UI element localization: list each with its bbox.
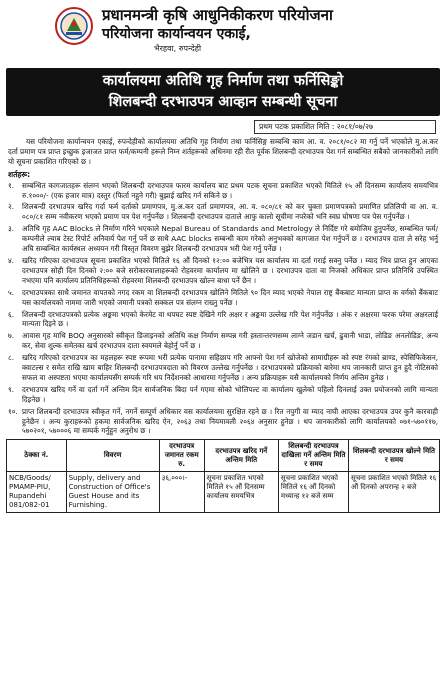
header-purchase-deadline: दरभाउपत्र खरिद गर्ने अन्तिम मिति xyxy=(204,440,278,472)
condition-item xyxy=(8,310,438,330)
conditions-list xyxy=(6,181,440,437)
condition-number: ६. xyxy=(8,309,15,319)
condition-text: शिलबन्दी दरभाउपत्र खरिद गर्दा फर्म दर्ताको प्रमाणपत्र, मु.अ.कर दर्ता प्रमाणपत्र, आ. व. ०८०/८१ को कर चुक्ता प्रमाणपत्रको प्रमाणित प्रतिलिपी वा आ. व. ०८०/८१ सम्म नवीकरण भएको प्रमाण पत्र पेश गर्नुपर्नेछ । शिलबन्दी दरभाउपत्र दाताले आफु कालो सूचीमा नपरेको भनि स्वघ्र घोषणा पत्र पेस गर्नुपर्नेछ । xyxy=(22,202,438,222)
condition-item xyxy=(8,202,438,222)
condition-number: ३. xyxy=(8,224,15,234)
notice-title-line1: कार्यालयमा अतिथि गृह निर्माण तथा फर्निसिङ्को xyxy=(102,73,344,89)
header-amount: दरभाउपत्र जमानत रकम रु. xyxy=(159,440,204,472)
condition-number: ४. xyxy=(8,255,15,265)
condition-item xyxy=(8,407,438,437)
header-opening-time: शिलबन्दी दरभाउपत्र खोल्ने मिति र समय xyxy=(348,440,439,472)
condition-item xyxy=(8,181,438,201)
nepal-emblem-icon xyxy=(54,6,94,46)
condition-number: ८. xyxy=(8,353,15,363)
notice-body xyxy=(6,137,440,436)
location: भैरहवा, रुपन्देही xyxy=(154,44,202,53)
condition-item xyxy=(8,353,438,383)
condition-text: सम्बन्धित कागजातहरू संलग्न भएको शिलबन्दी दरभाउपत्र फारम कार्यालय बाट प्रथम पटक सूचना प्रकाशित भएको मितिले १५ औं दिनसम्म कार्यालय समयभित्र रु.१०००/- (एक हजार मात्र) दस्तुर (फिर्ता नहुने गरी) बुझाई खरिद गर्न सकिने छ । xyxy=(22,180,438,200)
header-contract-no: ठेक्का नं. xyxy=(7,440,67,472)
condition-number: ९. xyxy=(8,384,15,394)
condition-number: २. xyxy=(8,202,15,212)
condition-number: ५. xyxy=(8,287,15,297)
intro-paragraph: यस परियोजना कार्यान्वयन एकाई, रुपन्देहीको कार्यालयमा अतिथि गृह निर्माण तथा फर्निसिङ्ग सम्बन्धि काम आ. व. २०८१/०८२ मा गर्नु पर्ने भएकोले मु.अ.कर दर्ता प्रमाण पत्र प्राप्त इच्छुक इजाजत प्राप्त फर्म/कम्पनी हरूले निम्न शर्तहरूको अधिनमा रही रीत पूर्वक शिलबन्दी दरभाउपत्र पेश गर्न सम्बन्धित सबैको जानकारीको लागि यो सूचना प्रकाशित गरिएको छ । xyxy=(8,137,438,166)
condition-item xyxy=(8,256,438,286)
condition-item xyxy=(8,385,438,405)
condition-text: अतिथि गृह AAC Blocks ले निर्माण गरिने भएकाले Nepal Bureau of Standards and Metrology ले निर्दिष्ट गरे बमोजिम हुनुपर्नेछ, सम्बन्धित फर्म/कम्पनीले ल्याब टेस्ट रिपोर्ट अनिवार्य पेश गर्नु पर्ने छ साथै AAC blocks सम्बन्धी काम गरेको अनुभवको कागजात पेश गर्नुपर्ने छ । दरभाउपत्र दाता ले सरेह भर्नु अघि सम्बन्धित कार्यस्थल अध्ययन गरी विस्तृत विवरण बुझेर शिलबन्दी दरभाउपत्र भरी पेश गर्नु पर्नेछ । xyxy=(22,224,438,254)
header-description: विवरण xyxy=(66,440,159,472)
publication-date: प्रथम पटक प्रकाशित मिति : २०८१/०७/२७ xyxy=(254,120,436,134)
condition-text: प्राप्त शिलबन्दी दरभाउपत्र स्वीकृत गर्ने, नगर्ने सम्पूर्ण अधिकार यस कार्यालयमा सुरक्षित रहने छ । रित नपुगी वा म्याद नाघी आएका दरभाउपत्र उपर कुनै कारवाही हुनेछैन । अन्य कुराहरूको हकमा सार्वजनिक खरिद ऐन, २०६३ तथा नियमावली २०६४ अनुसार हुनेछ । थप जानकारीको लागि कार्यालयको ०७१-५७०११७, ५७०२०१, ५७०००६ मा सम्पर्क गर्नुहुन अनुरोध छ । xyxy=(22,406,438,436)
cell-submission-deadline: सूचना प्रकाशित भएको मितिले १६ औं दिनको मध्यान्ह १२ बजे सम्म xyxy=(278,472,348,513)
conditions-title: शर्तहरू: xyxy=(8,169,31,179)
condition-number: ७. xyxy=(8,331,15,341)
condition-item xyxy=(8,331,438,351)
unit-name: परियोजना कार्यान्वयन एकाई, xyxy=(102,26,251,42)
tender-table xyxy=(6,439,440,513)
condition-text: खरिद गरिएका दरभाउपत्र सूचना प्रकाशित भएको मितिले १६ औं दिनको १२:०० बजेभित्र यस कार्यालय मा दर्ता गराई सक्नु पर्नेछ । म्याद भित्र प्राप्त हुन आएका दरभाउपत्र सोही दिन दिनको २:०० बजे सरोकारवालाहरूको रोहवरमा कार्यालय मा खोलिने छ । दरभाउपत्र दाता वा निजको अधिकार प्राप्त प्रतिनिधि उपस्थित नभएमा पनि कार्यालय प्रतिनिधिहरूको रोहवरमा शिलबन्दी दरभाउपत्र खोल्न बाधा पर्ने छैन । xyxy=(22,255,438,285)
condition-text: शिलबन्दी दरभाउपत्रको प्रत्येक अङ्कमा भएको केरमेट वा थपघट स्पष्ट देखिने गरि अक्षर र अङ्कमा उल्लेख गरि पेश गर्नुपर्नेछ । अंक र अक्षरमा फरक परेमा अक्षरलाई मान्यता दिइने छ । xyxy=(22,309,438,329)
cell-opening-time: सूचना प्रकाशित भएको मितिले १६ औं दिनको अपरान्ह २ बजे xyxy=(348,472,439,513)
notice-title-banner xyxy=(6,68,440,116)
condition-text: खरिद गरिएको दरभाउपत्र का महलहरू स्पष्ट रूपमा भरी प्रत्येक पानामा सहिछाप गरि आफ्नो पेश गर्न खोजेको सामाग्रीहरू को स्पष्ट रंगको ब्राण्ड, स्पेसिफिकेसन, क्वाटल्स र समेत राखि खाम बाहिर शिलबन्दी दरभाउपत्रदाता को विवरण उल्लेख गर्नुपर्नेछ । दरभाउपत्रको प्रक्रियाको बारेमा थप जानकारी प्राप्त हुन हुदै नोटिसको सफल वा अस्पष्टता भएमा कार्यालयसँग सम्पर्क गरि थप निर्देशनको आधारमा गर्नुपर्नेछ । अन्य प्रक्रियाहरू यसै कार्यालयको निर्णय अन्तिम हुनेछ । xyxy=(22,353,438,382)
condition-text: दरभाउपत्रका साथै जमानत वापतको नगद रकम वा शिलबन्दी दरभाउपत्र खोलिने मितिले ९० दिन म्याद भएको नेपाल राष्ट्र बैंकबाट मान्यता प्राप्त क वर्गको बैंकबाट यस कार्यालयको नाममा जारी भएको जमानी पत्रको सक्कल पत्र संलग्न राख्नु पर्नेछ । xyxy=(22,287,438,307)
condition-number: १०. xyxy=(8,406,18,416)
condition-number: १. xyxy=(8,180,15,190)
condition-item xyxy=(8,224,438,254)
header xyxy=(6,4,440,66)
cell-description: Supply, delivery and Construction of Office's Guest House and its Furnishing. xyxy=(66,472,159,513)
organization-name: प्रधानमन्त्री कृषि आधुनिकीकरण परियोजना xyxy=(102,6,333,24)
cell-amount: ३६,०००।- xyxy=(159,472,204,513)
header-submission-deadline: शिलबन्दी दरभाउपत्र दाखिला गर्ने अन्तिम मिति र समय xyxy=(278,440,348,472)
notice-title-line2: शिलबन्दी दरभाउपत्र आव्हान सम्बन्धी सूचना xyxy=(108,94,338,110)
table-row xyxy=(7,472,440,513)
organization-block xyxy=(102,6,402,54)
cell-contract-no: NCB/Goods/ PMAMP-PIU, Rupandehi 081/082-01 xyxy=(7,472,67,513)
table-header-row xyxy=(7,440,440,472)
condition-text: दरभाउपत्र खरिद गर्ने वा दर्ता गर्ने अन्तिम दिन सार्वजनिक बिदा पर्न गएमा सोको भोलिपल्ट वा कार्यालय खुलेको पहिलो दिनलाई उक्त प्रयोजनको लागि मान्यता दिइनेछ । xyxy=(22,384,438,404)
condition-text: आवास गृह माथि BOQ अनुसारको स्वीकृत डिजाइनको अतिथि कक्ष निर्माण सम्पन्न गरी हस्तान्तरणसम्म लाग्ने जडान खर्च, ढुवानी भाडा, लोडिङ अनलोडिङ, अन्य कर, सेवा शुल्क समेतका खर्च दरभाउपत्र दाता स्वयमले बेहोर्नु पर्ने छ । xyxy=(22,331,438,351)
cell-purchase-deadline: सूचना प्रकाशित भएको मितिले १५ औं दिनसम्म कार्यालय समयभित्र xyxy=(204,472,278,513)
condition-item xyxy=(8,288,438,308)
